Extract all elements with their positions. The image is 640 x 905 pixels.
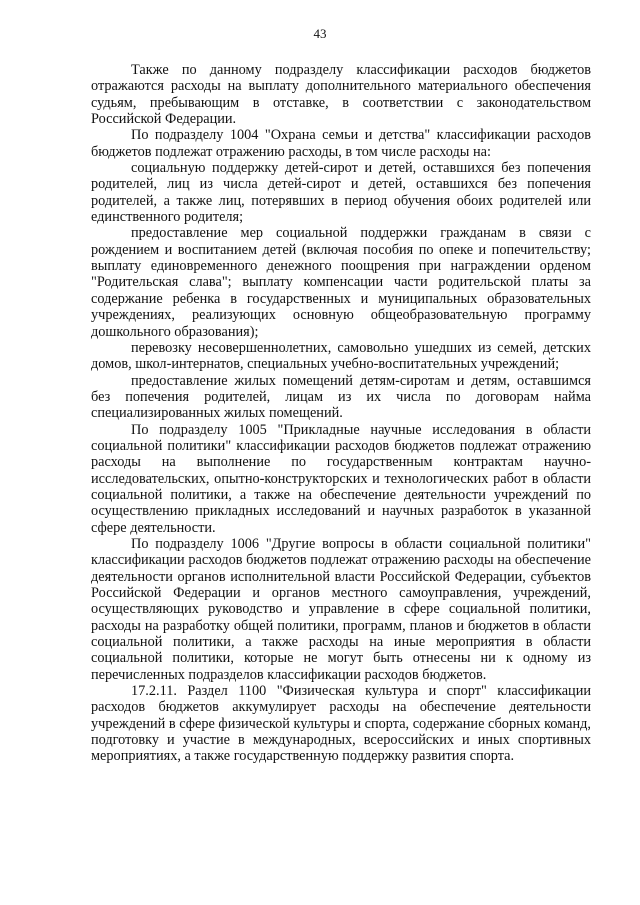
- paragraph-section-1100: 17.2.11. Раздел 1100 "Физическая культура и спорт" классификации расходов бюджетов аккумулирует расходы на обеспечение деятельности учреждений в сфере физической культуры и спорта, содержание сборных команд, подготовку и участие в международных, всероссийских и иных спортивных мероприятиях, а также государственную поддержку развития спорта.: [91, 683, 591, 765]
- paragraph-subsection-1005: По подразделу 1005 "Прикладные научные исследования в области социальной политики" классификации расходов бюджетов подлежат отражению расходы на выполнение по государственным контрактам научно-исследовательских, опытно-конструкторских и технологических работ в области социальной политики, а также на обеспечение деятельности учреждений по осуществлению прикладных исследований и научных разработок в указанной сфере деятельности.: [91, 421, 591, 536]
- paragraph-subsection-1006: По подразделу 1006 "Другие вопросы в области социальной политики" классификации расходов бюджетов подлежат отражению расходы на обеспечение деятельности органов исполнительной власти Российской Федерации, субъектов Российской Федерации и органов местного самоуправления, учреждений, осуществляющих руководство и управление в сфере социальной политики, расходы на разработку общей политики, программ, планов и бюджетов в области социальной политики, а также расходы на иные мероприятия в области социальной политики, которые не могут быть отнесены ни к одному из перечисленных подразделов классификации расходов бюджетов.: [91, 535, 591, 683]
- paragraph-minors-transport: перевозку несовершеннолетних, самовольно ушедших из семей, детских домов, школ-интернатов, специальных учебно-воспитательных учреждений;: [91, 339, 591, 373]
- document-body: [91, 62, 591, 765]
- page-number: 43: [313, 26, 327, 41]
- paragraph-subsection-1004-intro: По подразделу 1004 "Охрана семьи и детства" классификации расходов бюджетов подлежат отражению расходы, в том числе расходы на:: [91, 127, 591, 160]
- paragraph-judges-allowance: Также по данному подразделу классификации расходов бюджетов отражаются расходы на выплату дополнительного материального обеспечения судьям, пребывающим в отставке, в соответствии с законодательством Российской Федерации.: [91, 62, 591, 128]
- paragraph-orphans-support: социальную поддержку детей-сирот и детей, оставшихся без попечения родителей, лиц из числа детей-сирот и детей, оставшихся без попечения родителей, а также лиц, потерявших в период обучения обоих родителей или единственного родителя;: [91, 160, 591, 226]
- paragraph-orphans-housing: предоставление жилых помещений детям-сиротам и детям, оставшимся без попечения родителей, лицам из их числа по договорам найма специализированных жилых помещений.: [91, 372, 591, 422]
- paragraph-family-benefits: предоставление мер социальной поддержки гражданам в связи с рождением и воспитанием детей (включая пособия по опеке и попечительству; выплату единовременного денежного поощрения при награждении орденом "Родительская слава"; выплату компенсации части родительской платы за содержание ребенка в государственных и муниципальных образовательных учреждениях, реализующих основную общеобразовательную программу дошкольного образования);: [91, 225, 591, 340]
